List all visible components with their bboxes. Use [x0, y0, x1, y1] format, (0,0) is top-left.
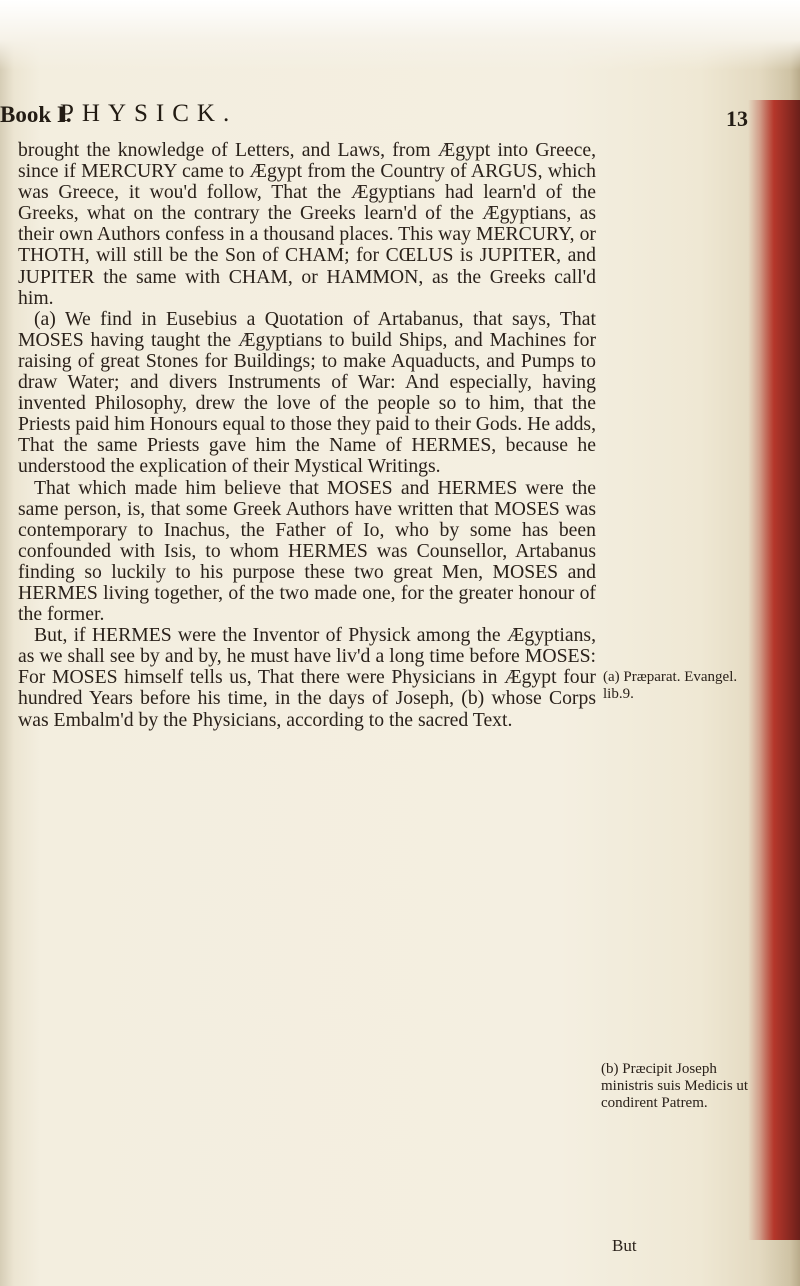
running-header [0, 100, 760, 140]
margin-note-a: (a) Præparat. Evangel. lib.9. [603, 669, 738, 702]
page-top-shadow [0, 0, 800, 70]
paragraph-3: That which made him believe that MOSES and HERMES were the same person, is, that some Greek Authors have written that MOSES was contemporary to Inachus, the Father of Io, who by some has been confounded with Isis, to whom HERMES was Counsellor, Artabanus finding so luckily to his purpose these two great Men, MOSES and HERMES living together, of the two made one, for the greater honour of the former. [18, 476, 596, 626]
catchword: But [612, 1236, 637, 1255]
paragraph-2: (a) We find in Eusebius a Quotation of Artabanus, that says, That MOSES having taught the Ægyptians to build Ships, and Machines for raising of great Stones for Buildings; to make Aquaducts, and Pumps to draw Water; and divers Instruments of War: And especially, having invented Philosophy, drew the love of the people so to him, that the Priests paid him Honours equal to those they paid to their Gods. He adds, That the same Priests gave him the Name of HERMES, because he understood the explication of their Mystical Writings. [18, 307, 596, 478]
paragraph-1: brought the knowledge of Letters, and Laws, from Ægypt into Greece, since if MERCURY came to Ægypt from the Country of ARGUS, which was Greece, it wou'd follow, That the Ægyptians had learn'd of the Greeks, what on the contrary the Greeks learn'd of the Ægyptians, as their own Authors confess in a thousand places. This way MERCURY, or THOTH, will still be the Son of CHAM; for CŒLUS is JUPITER, and JUPITER the same with CHAM, or HAMMON, as the Greeks call'd him. [18, 139, 596, 309]
paragraph-4: But, if HERMES were the Inventor of Physick among the Ægyptians, as we shall see by and by, he must have liv'd a long time before MOSES: For MOSES himself tells us, That there were Physicians in Ægypt four hundred Years before his time, in the days of Joseph, (b) whose Corps was Embalm'd by the Physicians, according to the sacred Text. [18, 624, 596, 731]
main-text [18, 140, 596, 731]
page-number: 13 [726, 106, 748, 131]
book-edge [748, 100, 800, 1240]
book-label: Book I. [0, 102, 72, 127]
section-title: PHYSICK. [60, 100, 238, 127]
margin-note-b: (b) Præcipit Joseph ministris suis Medicis ut condirent Patrem. [601, 1061, 749, 1111]
